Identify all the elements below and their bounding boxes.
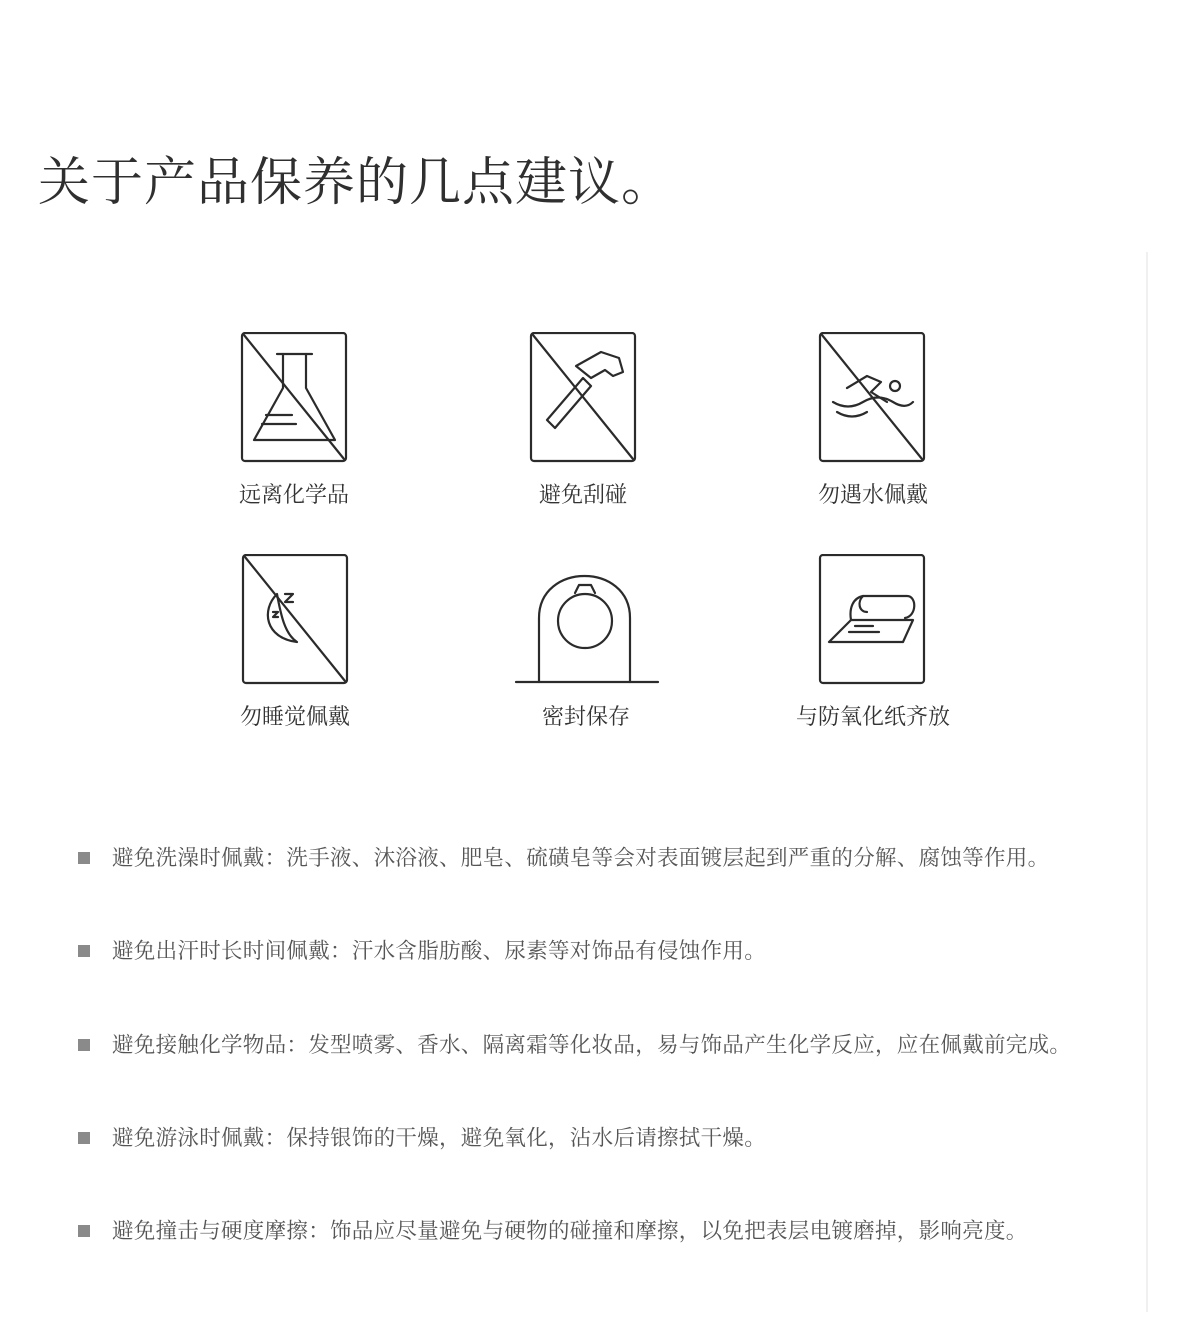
tip-text: 避免出汗时长时间佩戴：汗水含脂肪酸、尿素等对饰品有侵蚀作用。: [112, 939, 767, 964]
icon-card-sleeping: [185, 554, 405, 744]
icon-label: 勿睡觉佩戴: [239, 705, 350, 730]
icon-label: 远离化学品: [238, 483, 349, 508]
sealed-ring-bag-icon: [476, 554, 696, 694]
tip-text: 避免接触化学物品：发型喷雾、香水、隔离霜等化妆品，易与饰品产生化学反应，应在佩戴前完成。: [112, 1033, 1072, 1058]
bullet-square-icon: [78, 1039, 90, 1051]
bullet-square-icon: [78, 1225, 90, 1237]
bullet-square-icon: [78, 945, 90, 957]
bullet-square-icon: [78, 852, 90, 864]
icon-card-hammer: [473, 332, 693, 522]
icon-card-sealed: [476, 554, 696, 744]
icon-label: 避免刮碰: [538, 483, 627, 508]
tip-text: 避免游泳时佩戴：保持银饰的干燥，避免氧化，沾水后请擦拭干燥。: [112, 1126, 767, 1151]
icon-card-swimming: [763, 332, 983, 522]
icon-label: 与防氧化纸齐放: [795, 705, 950, 730]
no-sleeping-icon: [185, 554, 405, 694]
no-chemicals-flask-icon: [184, 332, 404, 472]
tip-text: 避免撞击与硬度摩擦：饰品应尽量避免与硬物的碰撞和摩擦，以免把表层电镀磨掉，影响亮度。: [112, 1219, 1028, 1244]
no-hammer-icon: [473, 332, 693, 472]
icon-card-chemicals: [184, 332, 404, 522]
icon-label: 勿遇水佩戴: [817, 483, 928, 508]
no-swimming-icon: [763, 332, 983, 472]
icon-card-paper: [763, 554, 983, 744]
page-title: 关于产品保养的几点建议。: [38, 153, 675, 213]
bullet-square-icon: [78, 1132, 90, 1144]
page-edge-divider: [1146, 252, 1148, 1312]
anti-oxidation-paper-icon: [763, 554, 983, 694]
tip-text: 避免洗澡时佩戴：洗手液、沐浴液、肥皂、硫磺皂等会对表面镀层起到严重的分解、腐蚀等作用。: [112, 846, 1050, 871]
icon-label: 密封保存: [541, 705, 630, 730]
